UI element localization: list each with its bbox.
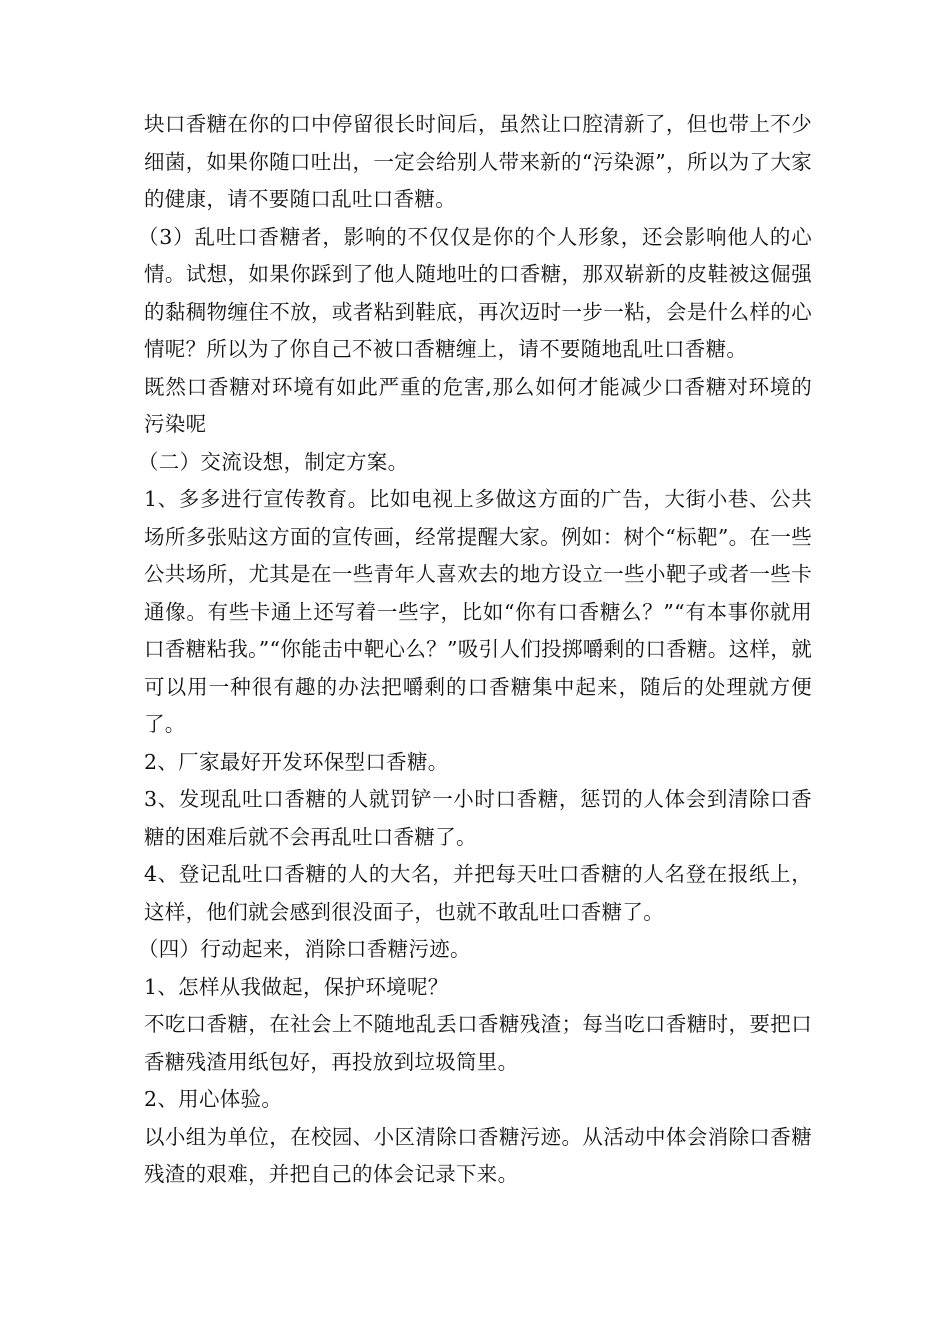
paragraph-no-gum: 不吃口香糖，在社会上不随地乱丢口香糖残渣；每当吃口香糖时，要把口香糖残渣用纸包好，再投放到垃圾筒里。 [144, 1012, 812, 1074]
paragraph-health: 块口香糖在你的口中停留很长时间后，虽然让口腔清新了，但也带上不少细菌，如果你随口吐出，一定会给别人带来新的“污染源”，所以为了大家的健康，请不要随口乱吐口香糖。 [144, 112, 812, 211]
paragraph-question: 既然口香糖对环境有如此严重的危害,那么如何才能减少口香糖对环境的污染呢 [144, 374, 812, 436]
list-item-newspaper: 4、登记乱吐口香糖的人的大名，并把每天吐口香糖的人名登在报纸上，这样，他们就会感到很没面子，也就不敢乱吐口香糖了。 [144, 862, 812, 924]
list-item-publicity: 1、多多进行宣传教育。比如电视上多做这方面的广告，大街小巷、公共场所多张贴这方面的宣传画，经常提醒大家。例如：树个“标靶”。在一些公共场所，尤其是在一些青年人喜欢去的地方设立一些小靶子或者一些卡通像。有些卡通上还写着一些字，比如“你有口香糖么？”“有本事你就用口香糖粘我。”“你能击中靶心么？”吸引人们投掷嚼剩的口香糖。这样，就可以用一种很有趣的办法把嚼剩的口香糖集中起来，随后的处理就方便了。 [144, 487, 812, 736]
list-item-experience: 2、用心体验。 [144, 1087, 283, 1111]
list-item-manufacturer: 2、厂家最好开发环保型口香糖。 [144, 749, 449, 774]
section-heading-2: （二）交流设想，制定方案。 [138, 449, 409, 474]
paragraph-point-3: （3）乱吐口香糖者，影响的不仅仅是你的个人形象，还会影响他人的心情。试想，如果你踩到了他人随地吐的口香糖，那双崭新的皮鞋被这倔强的黏稠物缠住不放，或者粘到鞋底，再次迈时一步一粘，会是什么样的心情呢？所以为了你自己不被口香糖缠上，请不要随地乱吐口香糖。 [138, 224, 812, 361]
document-body [138, 106, 812, 1194]
paragraph-group-cleanup: 以小组为单位，在校园、小区清除口香糖污迹。从活动中体会消除口香糖残渣的艰难，并把自己的体会记录下来。 [144, 1124, 812, 1186]
list-item-penalty: 3、发现乱吐口香糖的人就罚铲一小时口香糖，惩罚的人体会到清除口香糖的困难后就不会再乱吐口香糖了。 [144, 787, 812, 849]
section-heading-4: （四）行动起来，消除口香糖污迹。 [138, 937, 471, 961]
list-item-start-with-me: 1、怎样从我做起，保护环境呢？ [144, 974, 449, 999]
